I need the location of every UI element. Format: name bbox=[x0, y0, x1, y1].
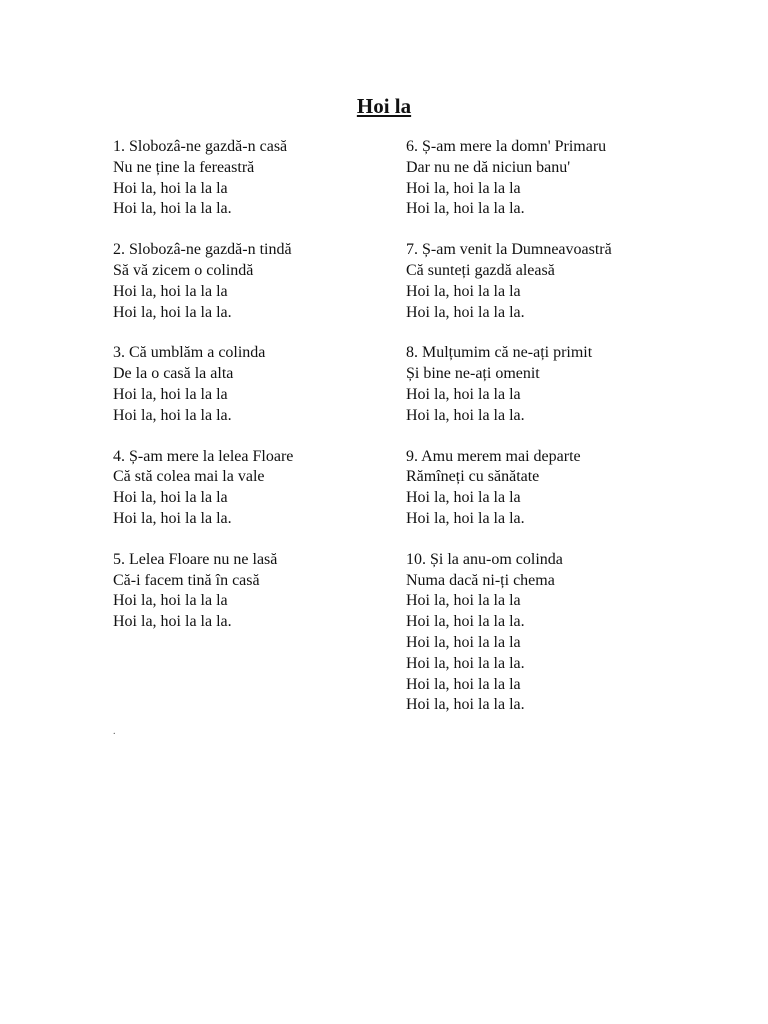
stanza-line: Hoi la, hoi la la la. bbox=[113, 303, 232, 321]
stanza-line: Hoi la, hoi la la la. bbox=[406, 654, 525, 672]
stanza-line: Hoi la, hoi la la la bbox=[113, 385, 228, 403]
stanza-line: 5. Lelea Floare nu ne lasă bbox=[113, 550, 278, 568]
stanza-4 bbox=[113, 447, 433, 530]
stanza-line: 6. Ș-am mere la domn' Primaru bbox=[406, 138, 607, 155]
footer-mark: . bbox=[113, 726, 116, 737]
stanza-line: Hoi la, hoi la la la bbox=[406, 385, 521, 403]
stanza-line: Hoi la, hoi la la la bbox=[113, 179, 228, 197]
left-column bbox=[113, 137, 433, 653]
stanza-6 bbox=[406, 137, 726, 220]
stanza-line: Hoi la, hoi la la la bbox=[406, 633, 521, 651]
stanza-9 bbox=[406, 447, 726, 530]
stanza-line: Hoi la, hoi la la la. bbox=[113, 613, 232, 631]
stanza-line: 9. Amu merem mai departe bbox=[406, 447, 581, 465]
stanza-line: Hoi la, hoi la la la. bbox=[113, 200, 232, 218]
stanza-5 bbox=[113, 550, 433, 633]
stanza-line: Hoi la, hoi la la la bbox=[406, 675, 521, 693]
stanza-line: Hoi la, hoi la la la bbox=[406, 282, 521, 300]
stanza-8 bbox=[406, 343, 726, 426]
stanza-line: Hoi la, hoi la la la. bbox=[406, 696, 525, 714]
stanza-line: 1. Slobozâ-ne gazdă-n casă bbox=[113, 138, 288, 155]
stanza-line: Hoi la, hoi la la la bbox=[113, 489, 228, 507]
stanza-1 bbox=[113, 137, 433, 220]
stanza-line: Că stă colea mai la vale bbox=[113, 468, 265, 486]
stanza-line: Hoi la, hoi la la la bbox=[406, 489, 521, 507]
stanza-line: 4. Ș-am mere la lelea Floare bbox=[113, 447, 294, 465]
stanza-line: De la o casă la alta bbox=[113, 365, 234, 383]
stanza-line: Dar nu ne dă niciun banu' bbox=[406, 158, 571, 176]
stanza-line: 8. Mulțumim că ne-ați primit bbox=[406, 344, 593, 362]
stanza-line: 2. Slobozâ-ne gazdă-n tindă bbox=[113, 241, 292, 259]
stanza-line: Să vă zicem o colindă bbox=[113, 261, 254, 279]
page-title: Hoi la bbox=[356, 94, 412, 118]
stanza-line: Hoi la, hoi la la la. bbox=[113, 406, 232, 424]
stanza-3 bbox=[113, 343, 433, 426]
stanza-line: Că sunteți gazdă aleasă bbox=[406, 261, 555, 279]
stanza-line: Hoi la, hoi la la la bbox=[406, 592, 521, 610]
stanza-line: Numa dacă ni-ți chema bbox=[406, 571, 555, 589]
stanza-line: Hoi la, hoi la la la. bbox=[406, 406, 525, 424]
stanza-line: Hoi la, hoi la la la. bbox=[406, 613, 525, 631]
stanza-line: Că-i facem tină în casă bbox=[113, 571, 260, 589]
right-column bbox=[406, 137, 726, 736]
stanza-2 bbox=[113, 240, 433, 323]
stanza-line: Hoi la, hoi la la la bbox=[113, 592, 228, 610]
stanza-line: Hoi la, hoi la la la. bbox=[406, 303, 525, 321]
stanza-line: 7. Ș-am venit la Dumneavoastră bbox=[406, 241, 612, 259]
stanza-7 bbox=[406, 240, 726, 323]
stanza-line: Hoi la, hoi la la la bbox=[113, 282, 228, 300]
stanza-line: Hoi la, hoi la la la. bbox=[406, 200, 525, 218]
stanza-line: 3. Că umblăm a colinda bbox=[113, 344, 266, 362]
stanza-line: Rămîneți cu sănătate bbox=[406, 468, 540, 486]
stanza-line: Hoi la, hoi la la la. bbox=[113, 509, 232, 527]
stanza-line: 10. Și la anu-om colinda bbox=[406, 550, 563, 568]
stanza-line: Nu ne ține la fereastră bbox=[113, 158, 255, 176]
stanza-10 bbox=[406, 550, 726, 716]
stanza-line: Hoi la, hoi la la la bbox=[406, 179, 521, 197]
stanza-line: Și bine ne-ați omenit bbox=[406, 365, 540, 383]
stanza-line: Hoi la, hoi la la la. bbox=[406, 509, 525, 527]
